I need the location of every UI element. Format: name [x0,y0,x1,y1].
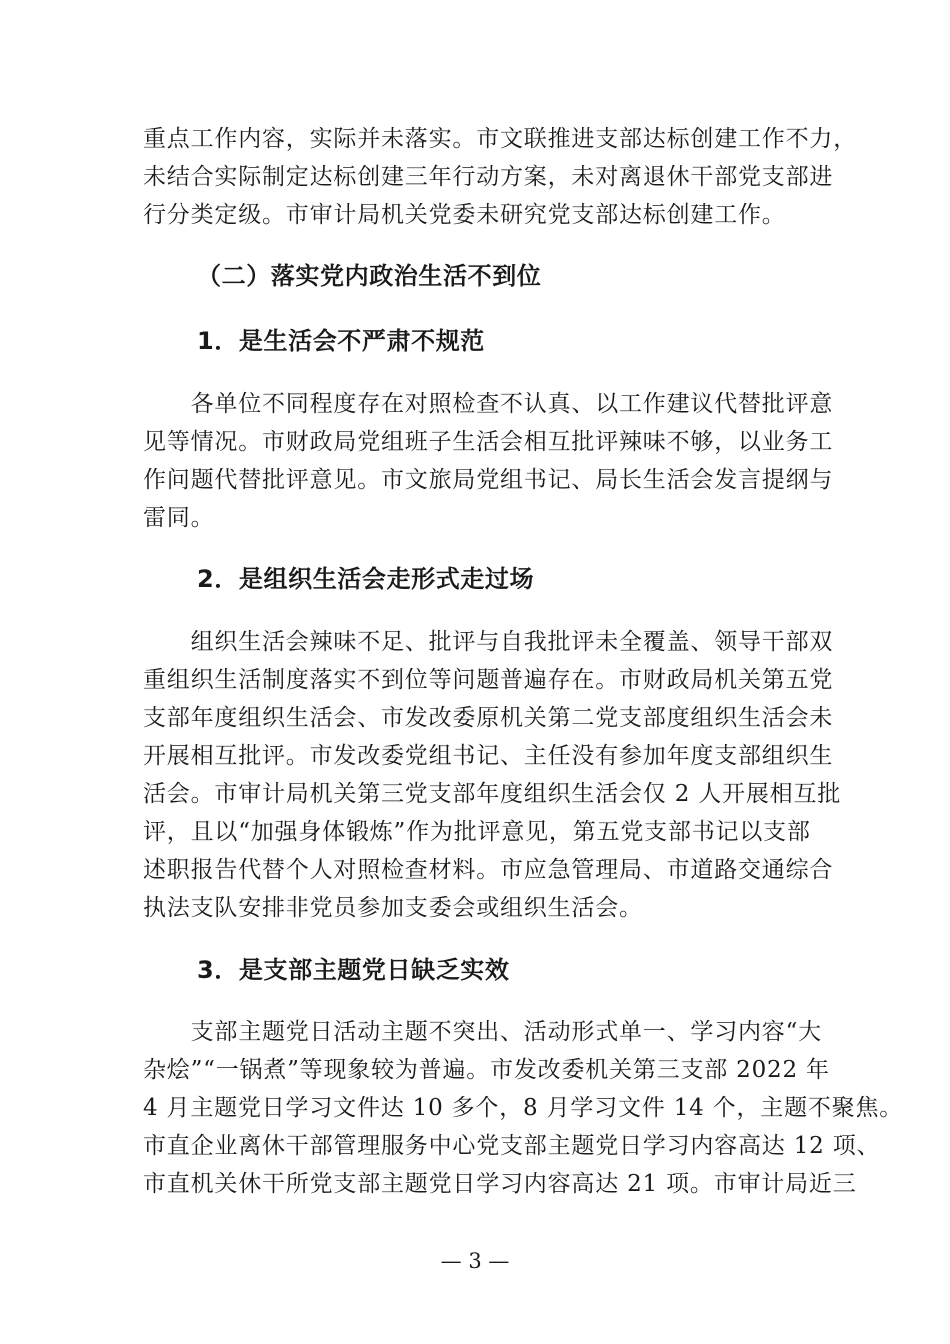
paragraph-line: 4 月主题党日学习文件达 10 多个，8 月学习文件 14 个，主题不聚焦。 [143,1095,904,1121]
paragraph-line: 支部主题党日活动主题不突出、活动形式单一、学习内容“大 [143,1019,822,1045]
paragraph-line: 评，且以“加强身体锻炼”作为批评意见，第五党支部书记以支部 [143,819,811,845]
paragraph-line: 各单位不同程度存在对照检查不认真、以工作建议代替批评意 [143,391,834,417]
subsection-heading: 3．是支部主题党日缺乏实效 [197,956,510,984]
paragraph-line: 支部年度组织生活会、市发改委原机关第二党支部度组织生活会未 [143,705,834,731]
paragraph-line: 执法支队安排非党员参加支委会或组织生活会。 [143,895,643,921]
paragraph-line: 重点工作内容，实际并未落实。市文联推进支部达标创建工作不力， [143,126,857,152]
paragraph-line: 未结合实际制定达标创建三年行动方案，未对离退休干部党支部进 [143,164,834,190]
paragraph-line: 雷同。 [143,505,215,531]
paragraph-line: 作问题代替批评意见。市文旅局党组书记、局长生活会发言提纲与 [143,467,834,493]
paragraph-line: 组织生活会辣味不足、批评与自我批评未全覆盖、领导干部双 [143,629,834,655]
paragraph-line: 活会。市审计局机关第三党支部年度组织生活会仅 2 人开展相互批 [143,781,842,807]
section-heading: （二）落实党内政治生活不到位 [197,262,542,290]
paragraph-line: 市直机关休干所党支部主题党日学习内容高达 21 项。市审计局近三 [143,1171,857,1197]
paragraph-line: 重组织生活制度落实不到位等问题普遍存在。市财政局机关第五党 [143,667,834,693]
paragraph-line: 开展相互批评。市发改委党组书记、主任没有参加年度支部组织生 [143,743,834,769]
subsection-heading: 2．是组织生活会走形式走过场 [197,565,535,593]
page-number: — 3 — [440,1249,510,1273]
paragraph-line: 杂烩”“一锅煮”等现象较为普遍。市发改委机关第三支部 2022 年 [143,1057,830,1083]
paragraph-line: 见等情况。市财政局党组班子生活会相互批评辣味不够，以业务工 [143,429,834,455]
subsection-heading: 1．是生活会不严肃不规范 [197,327,485,355]
paragraph-line: 述职报告代替个人对照检查材料。市应急管理局、市道路交通综合 [143,857,834,883]
paragraph-line: 行分类定级。市审计局机关党委未研究党支部达标创建工作。 [143,202,786,228]
paragraph-line: 市直企业离休干部管理服务中心党支部主题党日学习内容高达 12 项、 [143,1133,881,1159]
